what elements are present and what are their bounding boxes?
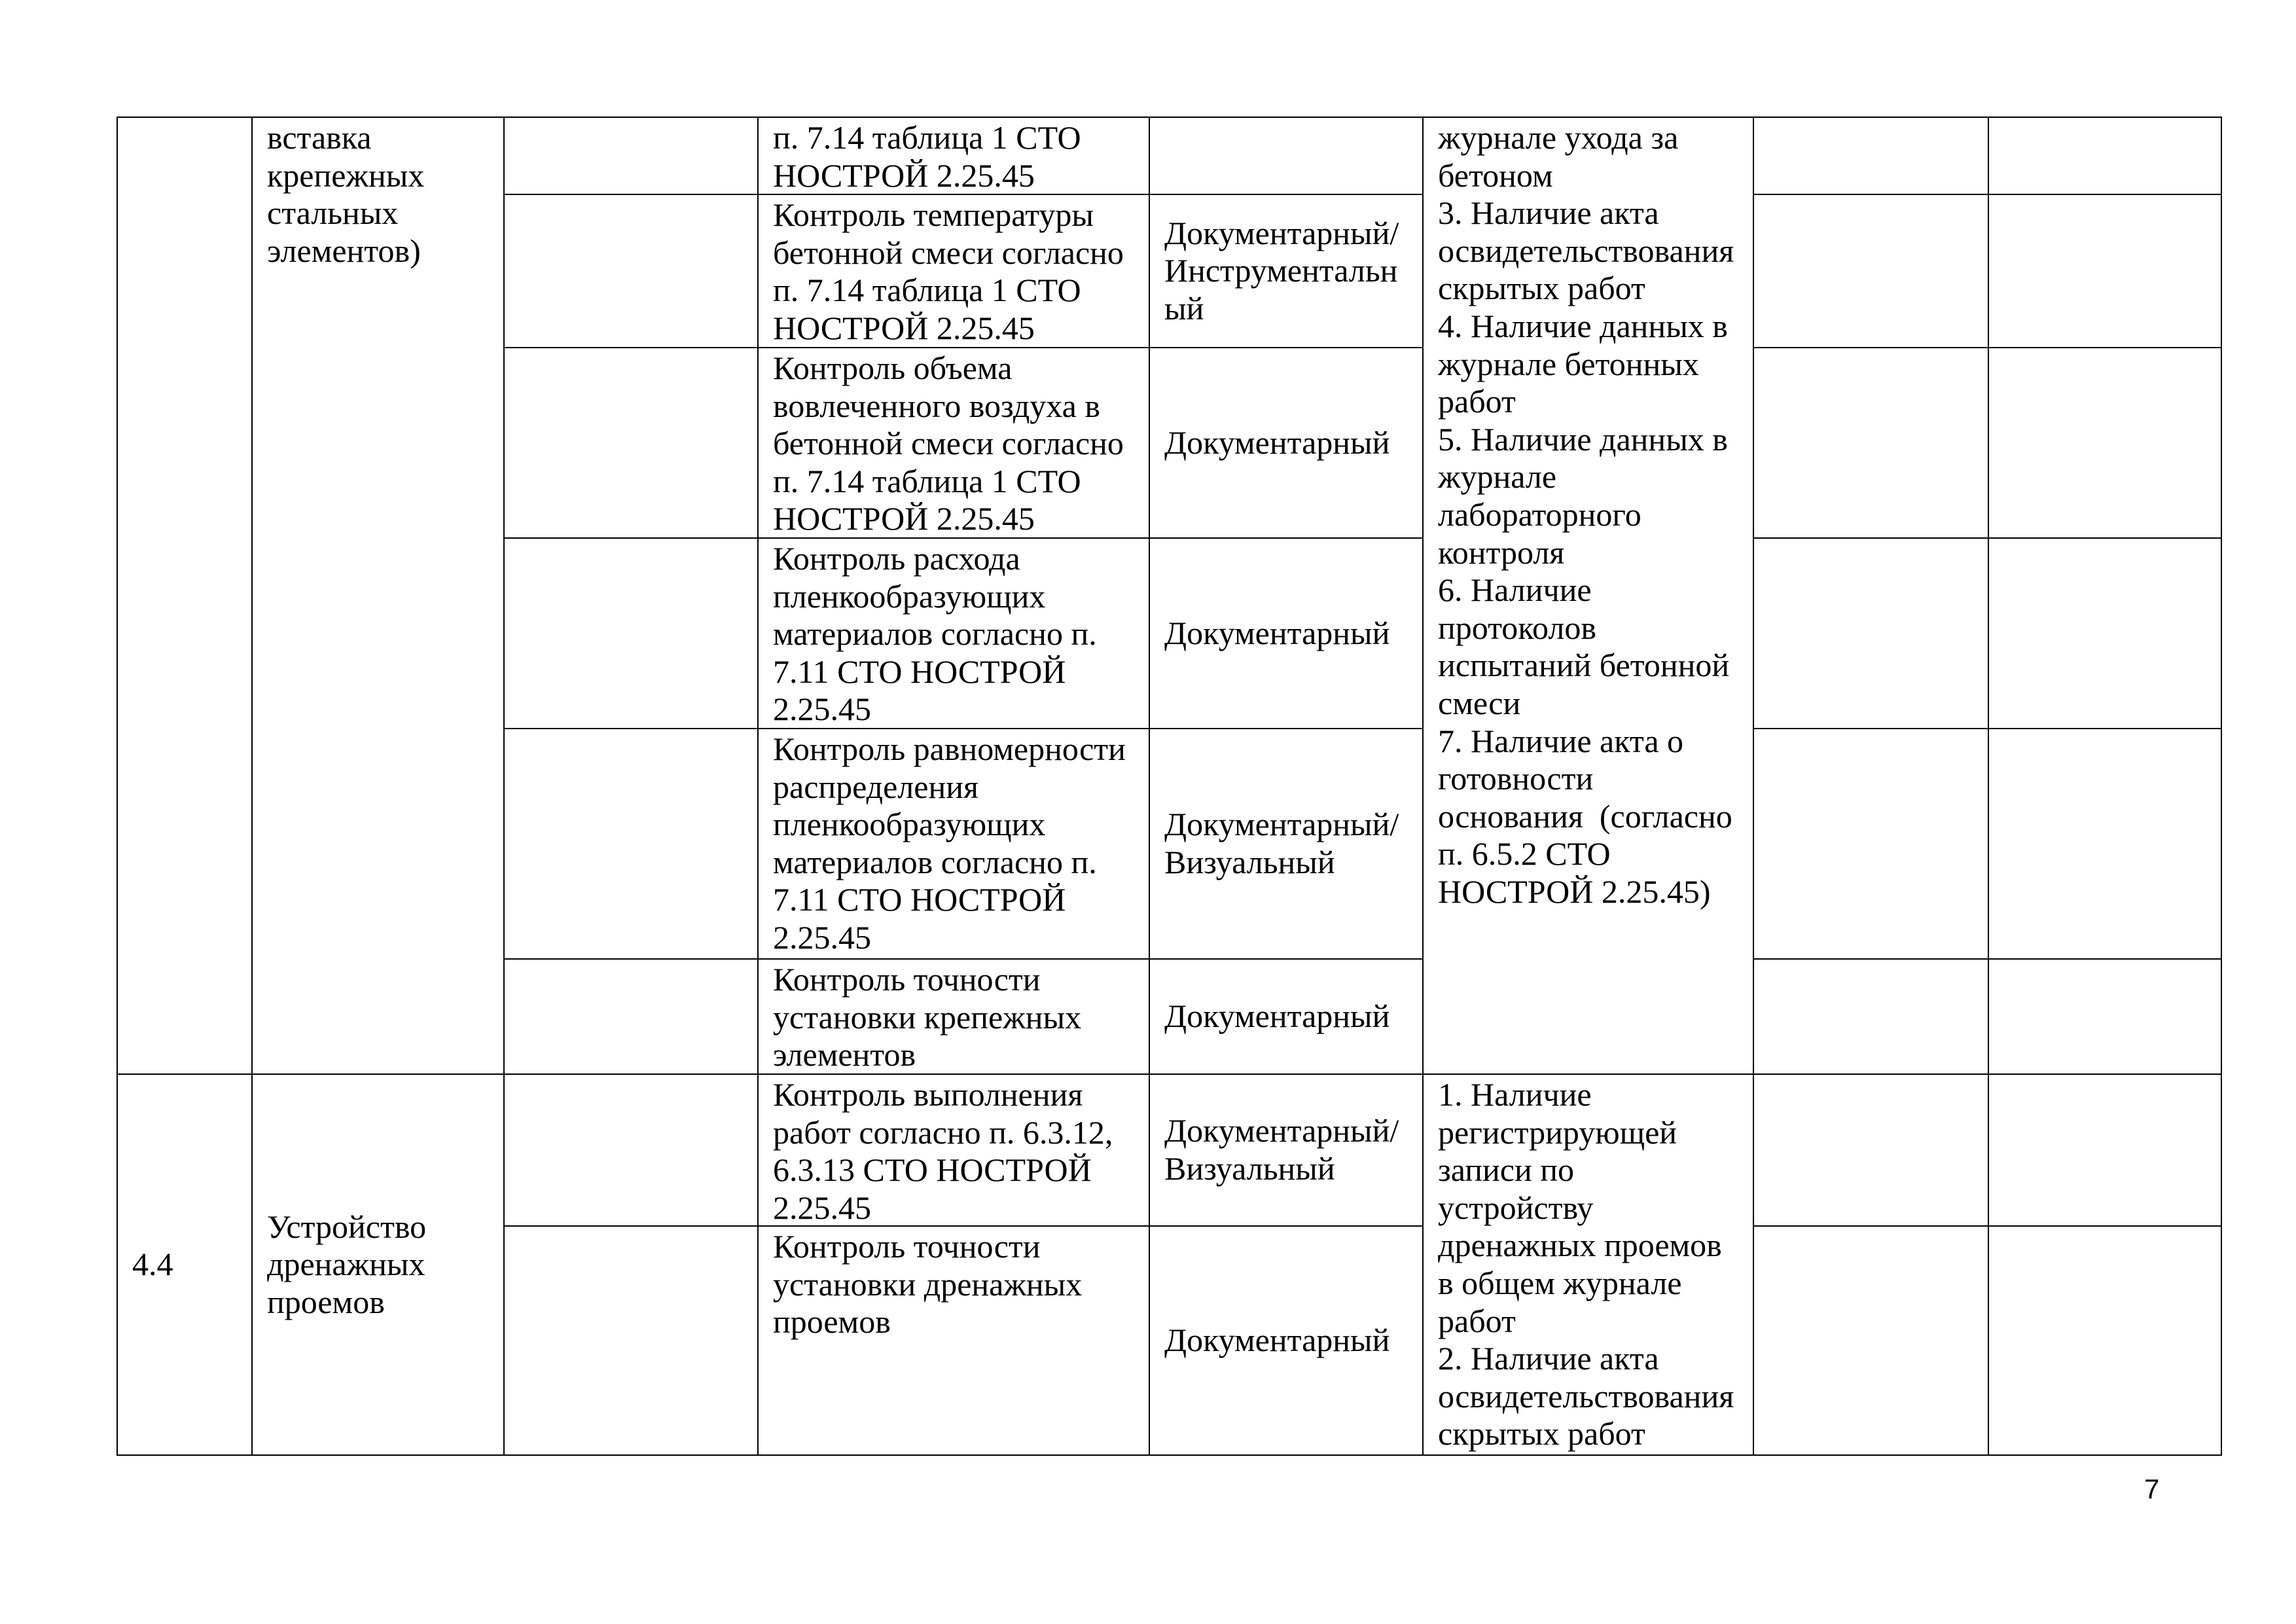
empty-cell bbox=[505, 348, 759, 539]
empty-cell bbox=[1754, 348, 1989, 539]
empty-cell bbox=[1989, 118, 2222, 195]
empty-cell bbox=[505, 1227, 759, 1456]
empty-cell bbox=[505, 1075, 759, 1227]
control-method-text: Документарный/ Визуальный bbox=[1164, 1112, 1399, 1187]
control-method-text: Документарный bbox=[1164, 1322, 1390, 1359]
empty-cell bbox=[1754, 195, 1989, 348]
control-method-cell bbox=[1150, 118, 1424, 195]
control-description-cell bbox=[759, 118, 1150, 195]
control-method-cell bbox=[1150, 195, 1424, 348]
control-method-cell bbox=[1150, 539, 1424, 729]
item-number-cell bbox=[118, 118, 253, 1075]
empty-cell bbox=[1754, 729, 1989, 960]
control-method-text: Документарный/ Инструментальн ый bbox=[1164, 214, 1399, 327]
empty-cell bbox=[1989, 195, 2222, 348]
empty-cell bbox=[505, 960, 759, 1075]
empty-cell bbox=[1754, 960, 1989, 1075]
control-description-text: п. 7.14 таблица 1 СТО НОСТРОЙ 2.25.45 bbox=[773, 119, 1081, 194]
control-method-cell bbox=[1150, 1075, 1424, 1227]
empty-cell bbox=[1989, 539, 2222, 729]
empty-cell bbox=[1989, 1075, 2222, 1227]
empty-cell bbox=[505, 539, 759, 729]
quality-control-table bbox=[117, 117, 2222, 1456]
empty-cell bbox=[1989, 348, 2222, 539]
control-description-cell bbox=[759, 729, 1150, 960]
control-description-text: Контроль объема вовлеченного воздуха в бетонной смеси согласно п. 7.14 таблица 1 СТО НОСТРОЙ 2.25.45 bbox=[773, 350, 1124, 537]
acceptance-docs-text: 1. Наличие регистрирующей записи по устройству дренажных проемов в общем журнале работ 2. Наличие акта освидетельствования скрытых работ bbox=[1438, 1076, 1734, 1453]
control-description-cell bbox=[759, 539, 1150, 729]
work-name-cell bbox=[253, 1075, 505, 1456]
empty-cell bbox=[1754, 1075, 1989, 1227]
empty-cell bbox=[505, 195, 759, 348]
control-method-cell bbox=[1150, 729, 1424, 960]
control-method-cell bbox=[1150, 960, 1424, 1075]
control-description-text: Контроль выполнения работ согласно п. 6.3.12, 6.3.13 СТО НОСТРОЙ 2.25.45 bbox=[773, 1076, 1113, 1226]
control-description-text: Контроль расхода пленкообразующих материалов согласно п. 7.11 СТО НОСТРОЙ 2.25.45 bbox=[773, 540, 1097, 728]
control-method-cell bbox=[1150, 348, 1424, 539]
empty-cell bbox=[1989, 729, 2222, 960]
control-description-cell bbox=[759, 1075, 1150, 1227]
control-description-text: Контроль температуры бетонной смеси согласно п. 7.14 таблица 1 СТО НОСТРОЙ 2.25.45 bbox=[773, 196, 1124, 346]
control-description-cell bbox=[759, 960, 1150, 1075]
acceptance-docs-text: журнале ухода за бетоном 3. Наличие акта освидетельствования скрытых работ 4. Наличие данных в журнале бетонных работ 5. Наличие данных в журнале лабораторного контроля 6. Наличие протоколов испытаний бетонной смеси 7. Наличие акта о готовности основания (согласно п. 6.5.2 СТО НОСТРОЙ 2.25.45) bbox=[1438, 119, 1734, 910]
work-name-cell bbox=[253, 118, 505, 1075]
control-method-text: Документарный/ Визуальный bbox=[1164, 806, 1399, 880]
acceptance-docs-cell bbox=[1424, 118, 1754, 1075]
work-name-text: вставка крепежных стальных элементов) bbox=[267, 119, 425, 269]
empty-cell bbox=[1754, 118, 1989, 195]
empty-cell bbox=[1754, 539, 1989, 729]
empty-cell bbox=[505, 729, 759, 960]
control-description-cell bbox=[759, 195, 1150, 348]
empty-cell bbox=[1754, 1227, 1989, 1456]
empty-cell bbox=[1989, 960, 2222, 1075]
control-description-text: Контроль точности установки крепежных элементов bbox=[773, 961, 1082, 1074]
control-description-text: Контроль равномерности распределения пленкообразующих материалов согласно п. 7.11 СТО НОСТРОЙ 2.25.45 bbox=[773, 731, 1126, 956]
control-method-text: Документарный bbox=[1164, 424, 1390, 461]
empty-cell bbox=[505, 118, 759, 195]
control-description-cell bbox=[759, 348, 1150, 539]
control-description-cell bbox=[759, 1227, 1150, 1456]
control-method-text: Документарный bbox=[1164, 998, 1390, 1035]
acceptance-docs-cell bbox=[1424, 1075, 1754, 1456]
work-name-text: Устройство дренажных проемов bbox=[267, 1208, 427, 1320]
item-number-text: 4.4 bbox=[132, 1246, 173, 1283]
control-method-text: Документарный bbox=[1164, 614, 1390, 651]
empty-cell bbox=[1989, 1227, 2222, 1456]
item-number-cell bbox=[118, 1075, 253, 1456]
control-description-text: Контроль точности установки дренажных проемов bbox=[773, 1228, 1083, 1341]
control-method-cell bbox=[1150, 1227, 1424, 1456]
page-number: 7 bbox=[2144, 1473, 2160, 1504]
